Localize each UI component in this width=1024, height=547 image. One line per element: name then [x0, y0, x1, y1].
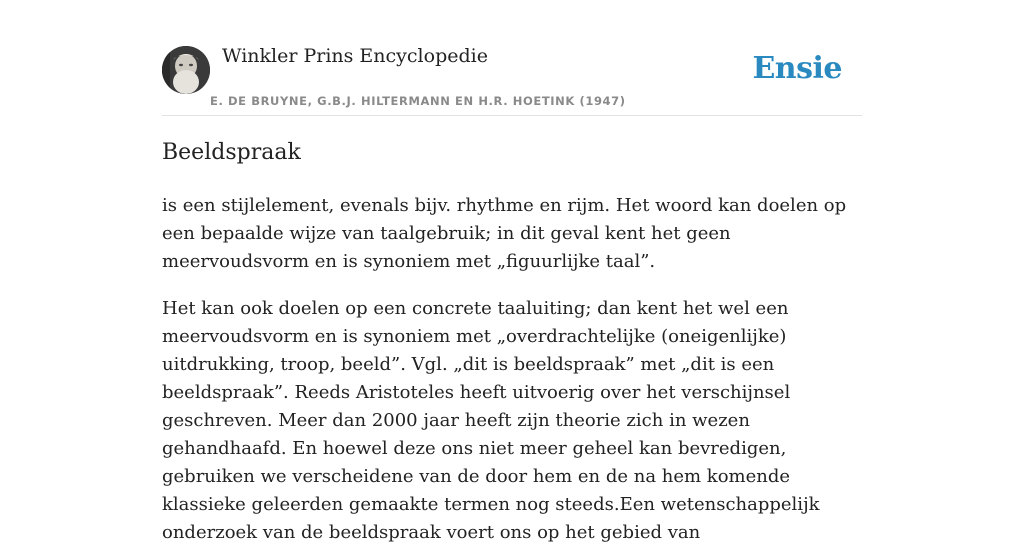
- site-title[interactable]: Winkler Prins Encyclopedie: [222, 45, 488, 67]
- article-paragraph: Het kan ook doelen op een concrete taaluiting; dan kent het wel een meervoudsvorm en is synoniem met „overdrachtelijke (oneigenlijke) uitdrukking, troop, beeld”. Vgl. „dit is beeldspraak” met „dit is een beeldspraak”. Reeds Aristoteles heeft uitvoerig over het verschijnsel geschreven. Meer dan 2000 jaar heeft zijn theorie zich in wezen gehandhaafd. En hoewel deze ons niet meer geheel kan bevredigen, gebruiken we verscheidene van de door hem en de na hem komende klassieke geleerden gemaakte termen nog steeds.Een wetenschappelijk onderzoek van de beeldspraak voert ons op het gebied van: [162, 298, 820, 543]
- page-container: [162, 0, 862, 543]
- authors-byline: E. DE BRUYNE, G.B.J. HILTERMANN EN H.R. HOETINK (1947): [210, 94, 626, 108]
- ensie-logo[interactable]: Ensie: [752, 51, 842, 86]
- article-title: Beeldspraak: [162, 140, 301, 165]
- article-paragraph: is een stijlelement, evenals bijv. rhythme en rijm. Het woord kan doelen op een bepaalde wijze van taalgebruik; in dit geval kent het geen meervoudsvorm en is synoniem met „figuurlijke taal”.: [162, 195, 847, 272]
- author-portrait-avatar: [162, 46, 210, 94]
- portrait-image: [162, 46, 210, 94]
- site-header: [162, 0, 862, 116]
